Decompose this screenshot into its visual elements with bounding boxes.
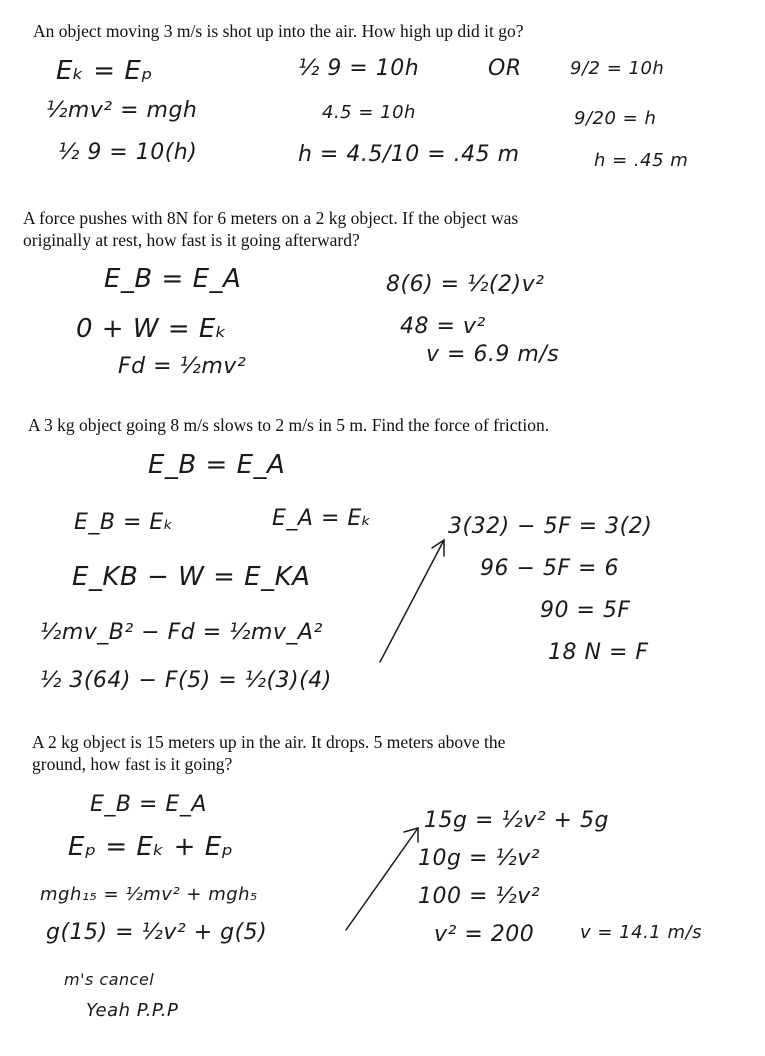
problem-1-work-line: 9/2 = 10h <box>570 58 665 79</box>
problem-2-work-line: E_B = E_A <box>104 264 242 294</box>
arrow-icon <box>380 540 444 662</box>
problem-3-work-line: 3(32) − 5F = 3(2) <box>448 514 653 539</box>
problem-2-question-line-1: A force pushes with 8N for 6 meters on a 2 kg object. If the object was <box>23 208 519 228</box>
problem-4-work-line: Yeah P.P.P <box>86 1000 179 1021</box>
problem-4-work-line: mgh₁₅ = ½mv² + mgh₅ <box>40 884 258 905</box>
problem-3-question: A 3 kg object going 8 m/s slows to 2 m/s in 5 m. Find the force of friction. <box>28 415 550 435</box>
problem-3-work-line: ½ 3(64) − F(5) = ½(3)(4) <box>40 668 332 693</box>
problem-4-work-line: E_B = E_A <box>90 792 207 817</box>
problem-4-work-line: 15g = ½v² + 5g <box>424 808 609 833</box>
problem-4-work-line: 100 = ½v² <box>418 884 541 909</box>
problem-4-work-line: v = 14.1 m/s <box>580 922 702 943</box>
problem-4-work-line: 10g = ½v² <box>418 846 541 871</box>
problem-1-work-line: ½ 9 = 10h <box>298 56 420 81</box>
problem-2-work-line: 48 = v² <box>400 314 486 339</box>
problem-3-work-line: 96 − 5F = 6 <box>480 556 619 581</box>
problem-1-work-line: 9/20 = h <box>574 108 657 129</box>
problem-1-work-line: ½mv² = mgh <box>46 98 198 123</box>
problem-1-work-line: 4.5 = 10h <box>322 102 416 123</box>
problem-3-work-line: E_KB − W = E_KA <box>72 562 311 592</box>
problem-1-work-line: Eₖ = Eₚ <box>56 56 153 86</box>
problem-3-work-line: E_A = Eₖ <box>272 506 372 531</box>
problem-2-work-line: Fd = ½mv² <box>118 354 247 379</box>
problem-3-work-line: E_B = E_A <box>148 450 286 480</box>
problem-2-work-line: 0 + W = Eₖ <box>76 314 228 344</box>
problem-1-work-line: ½ 9 = 10(h) <box>58 140 198 165</box>
problem-4-question-line-1: A 2 kg object is 15 meters up in the air. It drops. 5 meters above the <box>32 732 506 752</box>
problem-1-work-line: h = .45 m <box>594 150 689 171</box>
problem-2-work-line: 8(6) = ½(2)v² <box>386 272 545 297</box>
problem-4-work-line: v² = 200 <box>434 922 535 947</box>
problem-3-work-line: 90 = 5F <box>540 598 631 623</box>
problem-1-question: An object moving 3 m/s is shot up into the air. How high up did it go? <box>33 21 524 41</box>
problem-2-work-line: v = 6.9 m/s <box>426 342 560 367</box>
problem-3-work-line: E_B = Eₖ <box>74 510 174 535</box>
problem-3-work-line: ½mv_B² − Fd = ½mv_A² <box>40 620 323 645</box>
problem-4-question-line-2: ground, how fast is it going? <box>32 754 233 774</box>
problem-2-question-line-2: originally at rest, how fast is it going afterward? <box>23 230 360 250</box>
problem-4-work-line: Eₚ = Eₖ + Eₚ <box>68 832 234 862</box>
problem-1-work-line: h = 4.5/10 = .45 m <box>298 142 520 167</box>
arrow-icon <box>346 828 418 930</box>
problem-3-work-line: 18 N = F <box>548 640 649 665</box>
problem-4-work-line: g(15) = ½v² + g(5) <box>46 920 268 945</box>
problem-4-work-line: m's cancel <box>64 970 155 989</box>
problem-1-work-line: OR <box>488 56 522 81</box>
